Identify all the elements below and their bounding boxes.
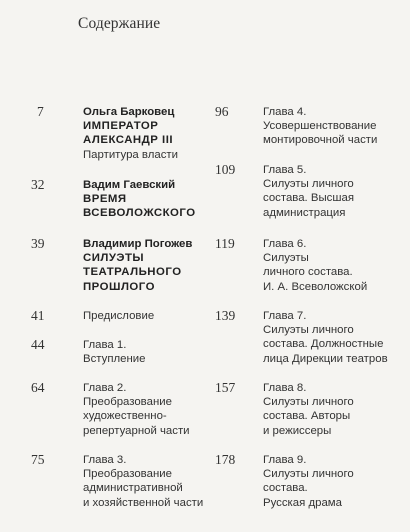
page-number: 64 bbox=[31, 380, 45, 395]
entry-subtitle-line: Глава 1. bbox=[83, 339, 127, 351]
work-title-line: ТЕАТРАЛЬНОГО bbox=[83, 266, 182, 279]
page-number: 139 bbox=[215, 308, 236, 323]
entry-body bbox=[83, 105, 178, 162]
entry-body bbox=[83, 178, 196, 221]
page-number: 178 bbox=[215, 452, 236, 467]
entry-subtitle-line: Глава 2. bbox=[83, 382, 127, 394]
work-title-line: АЛЕКСАНДР III bbox=[83, 134, 174, 147]
entry-subtitle-line: Глава 5. bbox=[263, 164, 307, 176]
entry-subtitle-line: Партитура власти bbox=[83, 148, 178, 161]
entry-body bbox=[263, 381, 354, 438]
entry-subtitle-line: Силуэты личного bbox=[263, 178, 354, 191]
entry-subtitle-line: Преобразование bbox=[83, 468, 172, 481]
entry-subtitle-line: Глава 9. bbox=[263, 454, 307, 466]
entry-subtitle-line: монтировочной части bbox=[263, 134, 378, 147]
work-title-line: ВРЕМЯ bbox=[83, 193, 127, 206]
page-number: 32 bbox=[31, 177, 45, 192]
page-number: 7 bbox=[37, 104, 44, 119]
entry-subtitle-line: личного состава. bbox=[263, 266, 353, 279]
page-number: 44 bbox=[31, 337, 45, 352]
entry-subtitle-line: административной bbox=[83, 482, 183, 495]
entry-subtitle-line: и режиссеры bbox=[263, 424, 332, 437]
entry-body bbox=[263, 163, 354, 220]
work-title-line: ВСЕВОЛОЖСКОГО bbox=[83, 207, 196, 220]
entry-subtitle-line: художественно- bbox=[83, 410, 167, 423]
entry-body bbox=[263, 237, 367, 294]
entry-subtitle-line: Преобразование bbox=[83, 396, 172, 409]
entry-subtitle-line: Глава 6. bbox=[263, 238, 307, 250]
entry-subtitle-line: Русская драма bbox=[263, 496, 342, 509]
author-name: Ольга Барковец bbox=[83, 106, 175, 118]
entry-body bbox=[263, 105, 377, 148]
entry-subtitle-line: Силуэты личного bbox=[263, 324, 354, 337]
entry-body bbox=[83, 453, 203, 510]
entry-subtitle-line: репертуарной части bbox=[83, 424, 190, 437]
page-number: 157 bbox=[215, 380, 236, 395]
entry-body bbox=[83, 338, 145, 366]
page-number: 75 bbox=[31, 452, 45, 467]
entry-body bbox=[83, 381, 190, 438]
entry-body bbox=[83, 309, 154, 323]
entry-body bbox=[83, 237, 192, 294]
entry-subtitle-line: Глава 3. bbox=[83, 454, 127, 466]
entry-subtitle-line: состава. Должностные bbox=[263, 338, 384, 351]
author-name: Вадим Гаевский bbox=[83, 179, 176, 191]
entry-subtitle-line: Усовершенствование bbox=[263, 120, 377, 133]
entry-subtitle-line: Глава 8. bbox=[263, 382, 307, 394]
entry-subtitle-line: Глава 4. bbox=[263, 106, 307, 118]
page-number: 41 bbox=[31, 308, 45, 323]
entry-subtitle-line: и хозяйственной части bbox=[83, 496, 204, 509]
entry-subtitle-line: Вступление bbox=[83, 353, 146, 366]
entry-subtitle-line: Глава 7. bbox=[263, 310, 307, 322]
entry-body bbox=[263, 309, 388, 366]
entry-subtitle-line: состава. Высшая bbox=[263, 192, 354, 205]
author-name: Владимир Погожев bbox=[83, 238, 193, 250]
entry-subtitle-line: Силуэты личного bbox=[263, 468, 354, 481]
page-title: Содержание bbox=[78, 15, 161, 32]
page-number: 119 bbox=[215, 236, 235, 251]
work-title-line: ПРОШЛОГО bbox=[83, 280, 155, 293]
page-number: 96 bbox=[215, 104, 229, 119]
entry-subtitle-line: И. А. Всеволожской bbox=[263, 280, 368, 293]
page-number: 39 bbox=[31, 236, 45, 251]
work-title-line: ИМПЕРАТОР bbox=[83, 120, 159, 133]
entry-subtitle-line: состава. bbox=[263, 482, 308, 495]
entry-subtitle-line: Силуэты bbox=[263, 252, 309, 265]
entry-subtitle-line: Предисловие bbox=[83, 310, 155, 322]
entry-subtitle-line: Силуэты личного bbox=[263, 396, 354, 409]
work-title-line: СИЛУЭТЫ bbox=[83, 252, 145, 265]
entry-subtitle-line: лица Дирекции театров bbox=[263, 352, 388, 365]
page-number: 109 bbox=[215, 162, 236, 177]
entry-subtitle-line: администрация bbox=[263, 206, 346, 219]
entry-subtitle-line: состава. Авторы bbox=[263, 410, 351, 423]
entry-body bbox=[263, 453, 354, 510]
